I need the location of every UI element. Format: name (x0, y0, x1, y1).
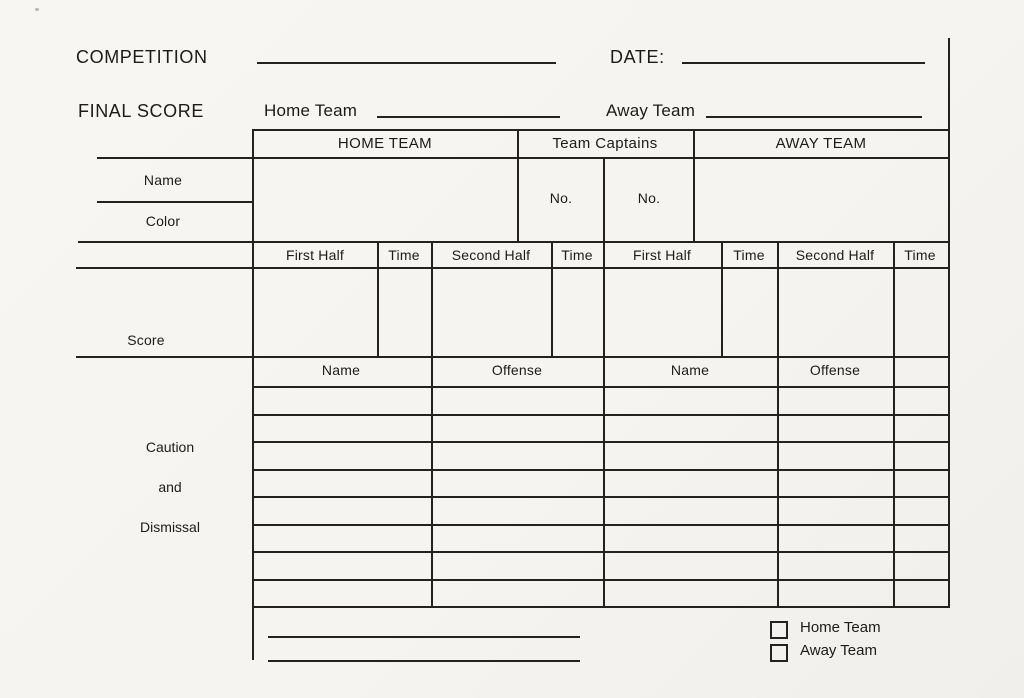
final-score-away-team-label: Away Team (606, 101, 696, 120)
home-team-name-color-cell[interactable] (254, 159, 517, 241)
score-cell-home-time2[interactable] (553, 269, 603, 355)
competition-label: COMPETITION (76, 47, 208, 67)
team-captains-column-header: Team Captains (552, 135, 658, 152)
name-color-divider-line (97, 201, 254, 203)
caution-row-3[interactable] (254, 443, 948, 468)
caution-row-4[interactable] (254, 471, 948, 495)
caution-row-1[interactable] (254, 388, 948, 413)
away-team-name-color-cell[interactable] (695, 159, 948, 241)
row-label-name: Name (143, 172, 183, 188)
home-team-column-header: HOME TEAM (337, 135, 433, 152)
final-score-label: FINAL SCORE (78, 101, 204, 121)
home-team-checkbox-label: Home Team (800, 619, 881, 636)
home-captain-no-cell[interactable] (519, 159, 603, 241)
score-col-header-home-time1: Time (388, 247, 420, 263)
table-border-right (948, 38, 950, 608)
score-cell-home-time1[interactable] (379, 269, 431, 355)
date-label: DATE: (610, 47, 665, 67)
score-cell-home-first-half[interactable] (254, 269, 377, 355)
home-team-checkbox[interactable] (770, 621, 788, 639)
score-col-header-away-first-half: First Half (633, 247, 691, 263)
table-border-bottom (252, 606, 950, 608)
score-row-bottom-line (76, 356, 950, 358)
score-col-header-away-second-half: Second Half (795, 247, 875, 263)
caution-row-7[interactable] (254, 553, 948, 578)
color-row-bottom-line (78, 241, 950, 243)
away-team-checkbox[interactable] (770, 644, 788, 662)
score-cell-home-second-half[interactable] (433, 269, 551, 355)
date-blank-line[interactable] (682, 62, 925, 64)
row-label-score: Score (127, 332, 165, 348)
caution-label-line3: Dismissal (140, 519, 200, 535)
away-team-column-header: AWAY TEAM (775, 135, 867, 152)
signature-blank-line-1[interactable] (268, 636, 580, 638)
score-cell-away-first-half[interactable] (605, 269, 721, 355)
caution-col-header-home-offense: Offense (491, 362, 543, 378)
score-col-header-away-time1: Time (733, 247, 765, 263)
score-col-header-away-time2: Time (904, 247, 936, 263)
scan-speck (35, 8, 39, 11)
caution-row-5[interactable] (254, 498, 948, 523)
caution-row-6[interactable] (254, 526, 948, 550)
row-label-color: Color (145, 213, 181, 229)
caution-row-2[interactable] (254, 416, 948, 440)
score-col-header-home-time2: Time (561, 247, 593, 263)
competition-blank-line[interactable] (257, 62, 556, 64)
final-score-home-team-label: Home Team (264, 101, 358, 120)
caution-col-header-away-name: Name (670, 362, 710, 378)
away-team-checkbox-label: Away Team (800, 642, 877, 659)
caution-col-header-home-name: Name (321, 362, 361, 378)
caution-row-8[interactable] (254, 581, 948, 605)
captain-no-label-away: No. (637, 190, 661, 206)
table-border-top (252, 129, 950, 131)
score-cell-away-time2[interactable] (895, 269, 948, 355)
score-cell-away-second-half[interactable] (779, 269, 893, 355)
caution-label-line2: and (158, 479, 182, 495)
home-team-score-blank-line[interactable] (377, 116, 560, 118)
score-col-header-home-second-half: Second Half (451, 247, 531, 263)
signature-blank-line-2[interactable] (268, 660, 580, 662)
score-col-header-home-first-half: First Half (286, 247, 344, 263)
score-cell-away-time1[interactable] (723, 269, 777, 355)
caution-col-header-away-offense: Offense (809, 362, 861, 378)
captain-no-label-home: No. (549, 190, 573, 206)
row-label-caution-dismissal (140, 417, 200, 537)
away-captain-no-cell[interactable] (605, 159, 693, 241)
caution-label-line1: Caution (145, 439, 195, 455)
away-team-score-blank-line[interactable] (706, 116, 922, 118)
